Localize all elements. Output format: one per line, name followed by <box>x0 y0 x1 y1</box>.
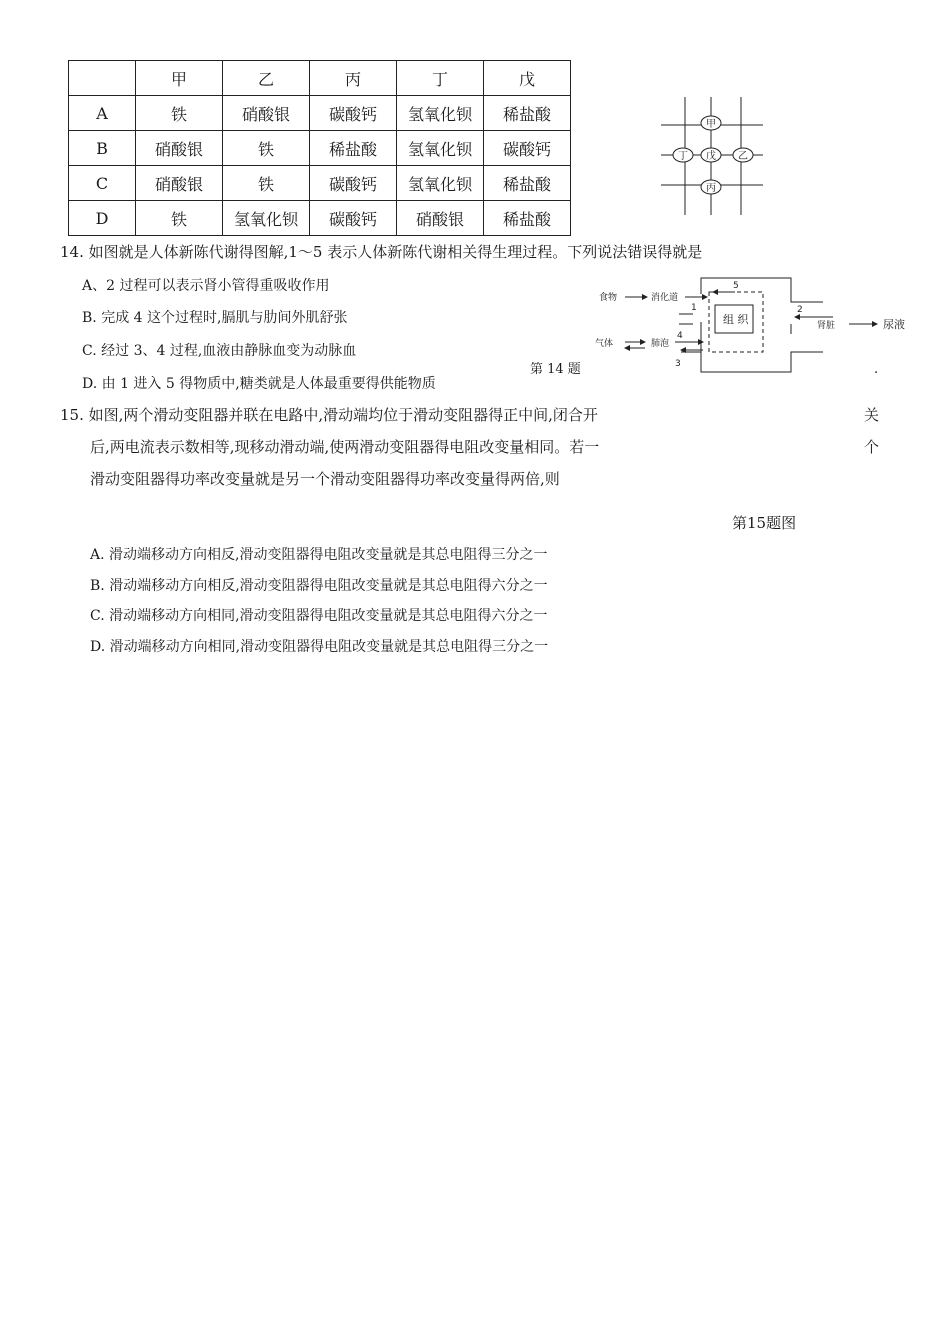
table-cell: 碳酸钙 <box>310 166 397 201</box>
kidney-label: 肾脏 <box>817 321 836 331</box>
q14-dot: . <box>874 362 879 377</box>
node-top-label: 甲 <box>706 119 716 130</box>
table-cell: 稀盐酸 <box>310 131 397 166</box>
table-cell: 氢氧化钡 <box>397 96 484 131</box>
table-cell: 硝酸银 <box>136 131 223 166</box>
q15-line-1-tail: 关 <box>864 406 880 424</box>
q15-option-c: C. 滑动端移动方向相同,滑动变阻器得电阻改变量就是其总电阻得六分之一 <box>90 608 548 624</box>
q15-option-a: A. 滑动端移动方向相反,滑动变阻器得电阻改变量就是其总电阻得三分之一 <box>90 547 548 563</box>
node-left-label: 丁 <box>678 151 688 162</box>
q15-caption: 第15题图 <box>732 514 797 532</box>
table-cell: 碳酸钙 <box>310 201 397 236</box>
table-row <box>69 166 571 201</box>
reaction-grid-diagram <box>655 95 765 217</box>
q15-option-b: B. 滑动端移动方向相反,滑动变阻器得电阻改变量就是其总电阻得六分之一 <box>90 578 548 594</box>
table-cell: 氢氧化钡 <box>397 131 484 166</box>
process-3-label: 3 <box>675 359 681 369</box>
table-cell: B <box>69 131 136 166</box>
process-2-label: 2 <box>797 305 803 315</box>
table-row <box>69 96 571 131</box>
table-header-cell: 甲 <box>136 61 223 96</box>
q14-caption: 第 14 题 <box>530 362 581 377</box>
q14-option-b: B. 完成 4 这个过程时,膈肌与肋间外肌舒张 <box>82 310 348 326</box>
table-cell: 碳酸钙 <box>310 96 397 131</box>
table-row <box>69 131 571 166</box>
q15-line-2: 后,两电流表示数相等,现移动滑动端,使两滑动变阻器得电阻改变量相同。若一 <box>90 438 600 456</box>
q14-stem: 14. 如图就是人体新陈代谢得图解,1～5 表示人体新陈代谢相关得生理过程。下列说法错误得就是 <box>60 243 703 261</box>
alveoli-label: 肺泡 <box>651 339 670 349</box>
node-bottom-label: 丙 <box>706 183 716 194</box>
metabolism-diagram <box>595 272 915 376</box>
q14-option-c: C. 经过 3、4 过程,血液由静脉血变为动脉血 <box>82 343 357 359</box>
table-cell: 氢氧化钡 <box>397 166 484 201</box>
table-cell: 铁 <box>223 166 310 201</box>
table-cell: 稀盐酸 <box>484 166 571 201</box>
food-label: 食物 <box>599 293 618 303</box>
table-cell: 硝酸银 <box>397 201 484 236</box>
answer-table <box>68 60 571 236</box>
table-header-cell: 丙 <box>310 61 397 96</box>
table-cell: 铁 <box>136 201 223 236</box>
tissue-label: 组 织 <box>723 313 749 326</box>
q15-line-2-tail: 个 <box>864 438 880 456</box>
table-cell: 铁 <box>223 131 310 166</box>
table-header-cell: 丁 <box>397 61 484 96</box>
table-cell: C <box>69 166 136 201</box>
table-cell: 稀盐酸 <box>484 96 571 131</box>
gas-label: 气体 <box>595 339 614 349</box>
table-cell: 碳酸钙 <box>484 131 571 166</box>
table-header-cell: 乙 <box>223 61 310 96</box>
process-5-label: 5 <box>733 281 739 291</box>
table-row <box>69 201 571 236</box>
node-center-label: 戊 <box>706 151 716 162</box>
process-1-label: 1 <box>691 303 697 313</box>
table-header-cell <box>69 61 136 96</box>
table-header-row <box>69 61 571 96</box>
table-cell: 稀盐酸 <box>484 201 571 236</box>
q15-option-d: D. 滑动端移动方向相同,滑动变阻器得电阻改变量就是其总电阻得三分之一 <box>90 639 549 655</box>
urine-label: 尿液 <box>883 318 905 331</box>
q15-line-3: 滑动变阻器得功率改变量就是另一个滑动变阻器得功率改变量得两倍,则 <box>90 470 560 488</box>
process-4-label: 4 <box>677 331 683 341</box>
table-header-cell: 戊 <box>484 61 571 96</box>
table-cell: 硝酸银 <box>223 96 310 131</box>
q14-option-d: D. 由 1 进入 5 得物质中,糖类就是人体最重要得供能物质 <box>82 376 436 392</box>
table-cell: 硝酸银 <box>136 166 223 201</box>
table-cell: A <box>69 96 136 131</box>
q14-option-a: A、2 过程可以表示肾小管得重吸收作用 <box>82 278 330 294</box>
q15-line-1: 15. 如图,两个滑动变阻器并联在电路中,滑动端均位于滑动变阻器得正中间,闭合开 <box>60 406 598 424</box>
node-right-label: 乙 <box>738 151 748 162</box>
table-cell: D <box>69 201 136 236</box>
table-cell: 铁 <box>136 96 223 131</box>
table-cell: 氢氧化钡 <box>223 201 310 236</box>
digestive-tract-label: 消化道 <box>651 293 679 303</box>
